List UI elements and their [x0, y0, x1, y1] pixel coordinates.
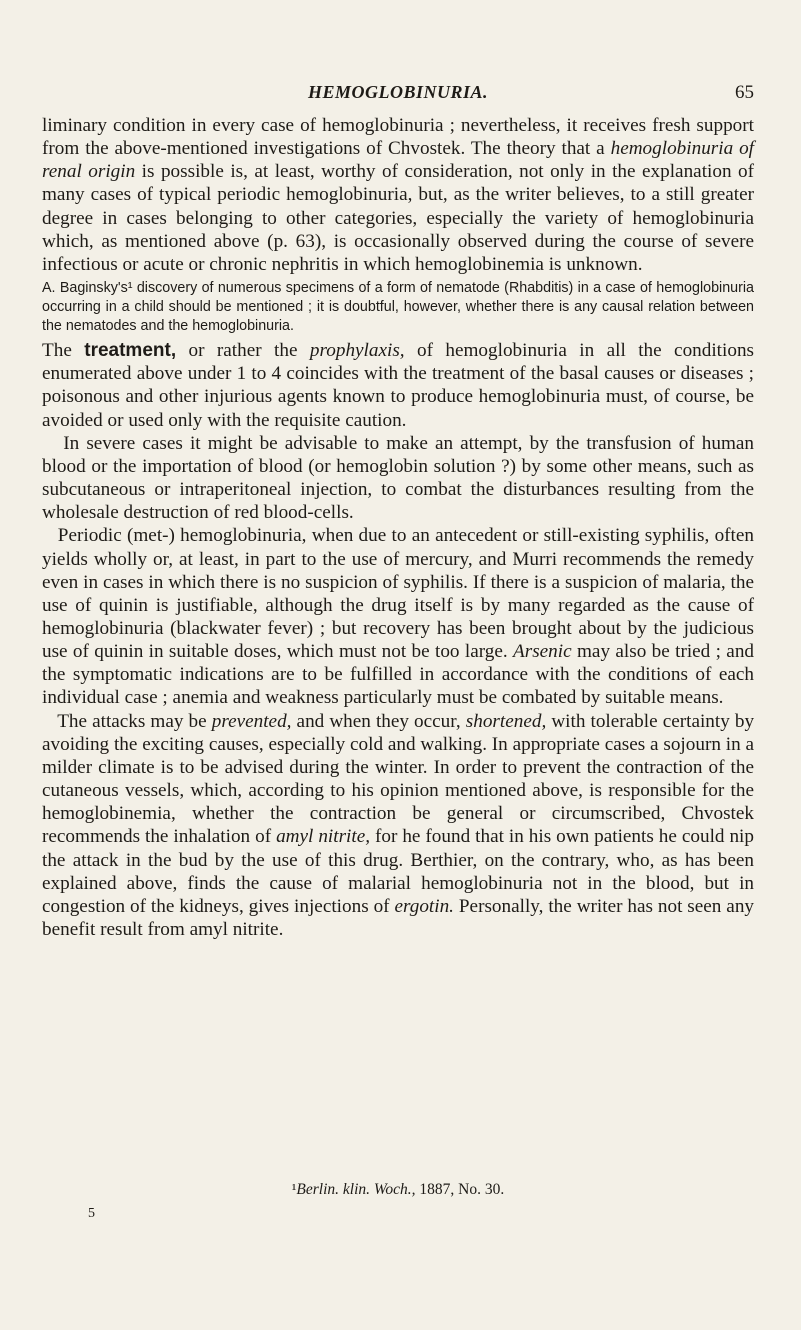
- amyl-nitrite-emphasis: amyl nitrite,: [276, 826, 371, 848]
- paragraph-transfusion: [42, 432, 754, 525]
- footnote: [42, 1181, 754, 1199]
- prophylaxis-emphasis: prophylaxis,: [309, 340, 405, 362]
- treatment-heading: treatment,: [84, 340, 177, 362]
- footnote-mark: ¹: [291, 1181, 297, 1198]
- paragraph-1-tail: is possible is, at least, worthy of consideration, not only in the explanation of many cases of typical periodic hemoglobinuria, but, as the writer believes, to a still greater degree in cases belonging to other categories, especially the variety of hemoglobinuria which, as mentioned above (p. 63), is occasionally observed during the course of severe infectious or acute or chronic nephritis in which hemoglobinemia is unknown.: [42, 161, 755, 275]
- ergotin-emphasis: ergotin.: [394, 895, 454, 917]
- treatment-mid: or rather the: [188, 340, 298, 362]
- printer-signature: 5: [88, 1206, 95, 1221]
- page-header: [42, 82, 754, 106]
- running-title: HEMOGLOBINURIA.: [307, 82, 489, 102]
- periodic-text: Periodic (met-) hemoglobinuria, when due to an antecedent or still-existing syphilis, often yields wholly or, at least, in part to the use of mercury, and Murri recommends the remedy even in cases in which there is no suspicion of syphilis. If there is a suspicion of malaria, the use of quinin is justifiable, although the drug itself is by many regarded as the cause of hemoglobinuria (blackwater fever) ; but recovery has been brought about by the judicious use of quinin in suitable doses, which must not be too large.: [42, 525, 754, 663]
- paragraph-treatment: [42, 339, 754, 432]
- paragraph-1-text: liminary condition in every case of hemoglobinuria ; nevertheless, it receives fresh support from the above-mentioned investigations of Chvostek. The theory that a: [42, 115, 754, 160]
- paragraph-1: [42, 114, 754, 276]
- attacks-text-b: and when they occur,: [296, 710, 461, 732]
- prevented-emphasis: prevented,: [211, 710, 292, 732]
- attacks-text-c: with tolerable certainty by avoiding the exciting causes, especially cold and walking. In appropriate cases a sojourn in a milder climate is to be advised during the winter. In order to prevent the contraction of the cutaneous vessels, which, according to his opinion mentioned above, is responsible for the hemoglobinemia, whether the contraction be general or circumscribed, Chvostek recommends the inhalation of: [42, 710, 755, 848]
- transfusion-text: In severe cases it might be advisable to make an attempt, by the transfusion of human blood or the importation of blood (or hemoglobin solution ?) by some other means, such as subcutaneous or intraperitoneal injection, to combat the disturbances resulting from the wholesale destruction of red blood-cells.: [42, 432, 754, 524]
- page-number: 65: [735, 82, 754, 103]
- arsenic-emphasis: Arsenic: [513, 641, 572, 663]
- attacks-text-d: for he found that in his own patients he could nip the attack in the bud by the use of this drug. Berthier, on the contrary, who, as has been explained above, finds the cause of malarial hemoglobinuria not in the blood, but in congestion of the kidneys, gives injections of: [42, 826, 754, 917]
- paragraph-periodic: [42, 524, 754, 709]
- footnote-ref: 1887, No. 30.: [419, 1181, 505, 1198]
- shortened-emphasis: shortened,: [465, 710, 547, 732]
- paragraph-attacks: [42, 710, 754, 942]
- small-print-note: A. Baginsky's¹ discovery of numerous specimens of a form of nematode (Rhabditis) in a case of hemoglobinuria occurring in a child should be mentioned ; it is doubtful, however, whether there is any causal relation between the nematodes and the hemoglobinuria.: [42, 280, 754, 335]
- footnote-source: Berlin. klin. Woch.,: [296, 1181, 416, 1198]
- periodic-tail: may also be tried ; and the symptomatic indications are to be fulfilled in accordance with the conditions of each individual case ; anemia and weakness particularly must be combated by suitable means.: [42, 641, 755, 709]
- attacks-text-a: The attacks may be: [57, 710, 207, 732]
- treatment-tail: of hemoglobinuria in all the conditions enumerated above under 1 to 4 coincides with the treatment of the basal causes or diseases ; poisonous and other injurious agents known to produce hemoglobinuria must, of course, be avoided or used only with the requisite caution.: [42, 340, 754, 431]
- page-body: [42, 114, 754, 941]
- paragraph-1-emphasis: hemoglobinuria of renal origin: [42, 138, 755, 183]
- treatment-lead: The: [42, 340, 72, 362]
- attacks-text-e: Personally, the writer has not seen any benefit result from amyl nitrite.: [42, 895, 755, 940]
